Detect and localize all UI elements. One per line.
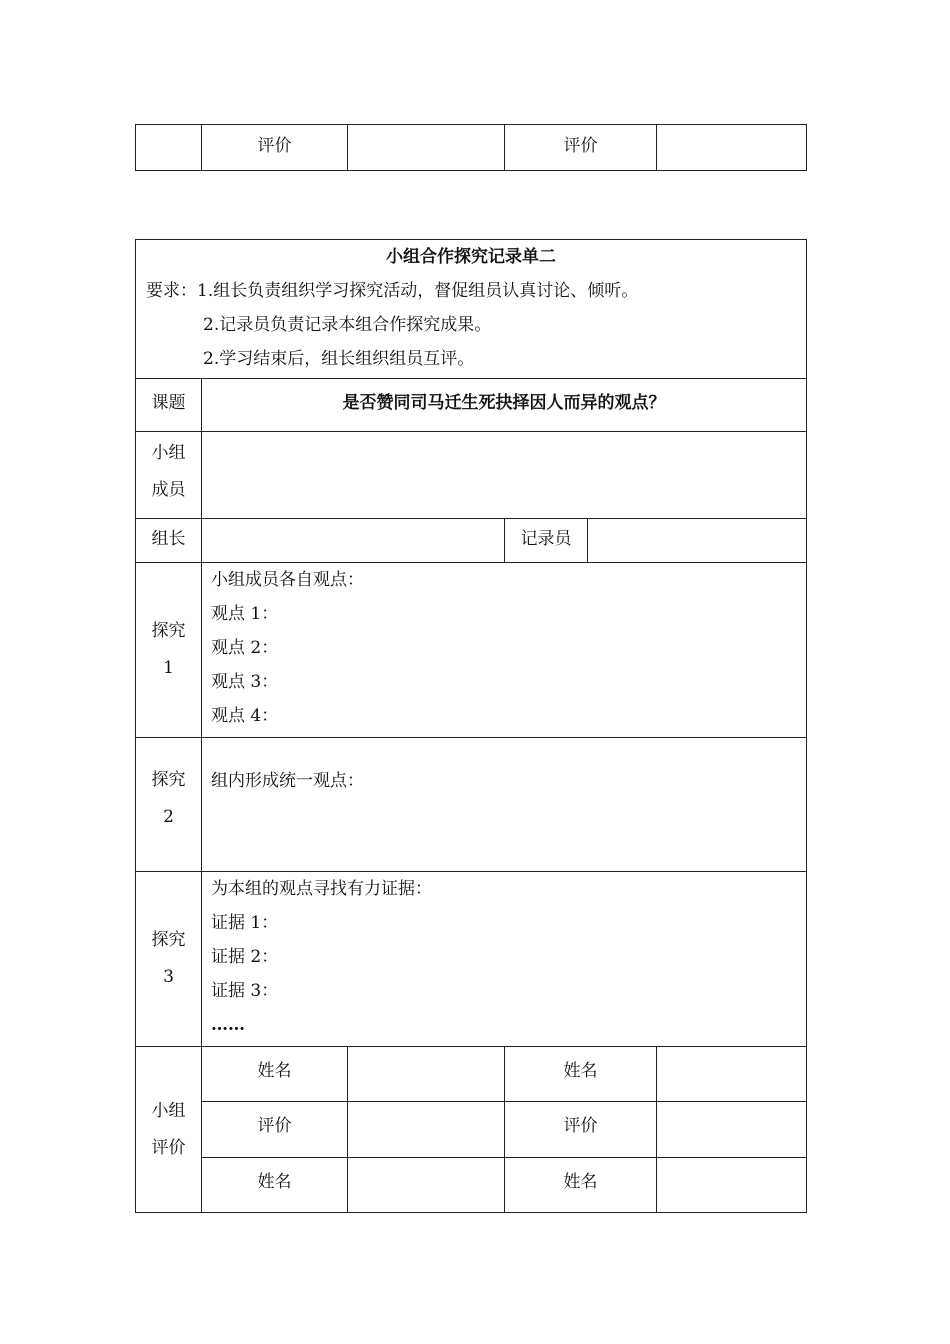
inquiry3-line: 为本组的观点寻找有力证据：	[211, 879, 432, 899]
inquiry2-line: 组内形成统一观点：	[211, 771, 364, 791]
eval-value-cell[interactable]	[348, 125, 505, 171]
record-sheet-table	[135, 239, 807, 1213]
eval-label: 评价	[505, 125, 657, 171]
header-cell	[136, 240, 807, 379]
members-label: 小组 成员	[136, 432, 202, 519]
leader-input-cell[interactable]	[202, 519, 505, 563]
name-label: 姓名	[505, 1047, 657, 1102]
inquiry3-line: 证据 1：	[211, 913, 279, 933]
recorder-label: 记录员	[505, 519, 588, 563]
leader-label: 组长	[136, 519, 202, 563]
inquiry1-line: 观点 1：	[211, 604, 279, 624]
name-label: 姓名	[202, 1047, 348, 1102]
requirements-label: 要求：	[146, 281, 197, 301]
inquiry1-line: 观点 2：	[211, 638, 279, 658]
name-label: 姓名	[202, 1158, 348, 1213]
topic-label: 课题	[136, 379, 202, 432]
requirement-line: 要求：1.组长负责组织学习探究活动，督促组员认真讨论、倾听。	[146, 281, 639, 301]
members-input-cell[interactable]	[202, 432, 807, 519]
inquiry1-line: 观点 3：	[211, 672, 279, 692]
recorder-input-cell[interactable]	[588, 519, 807, 563]
inquiry3-line: 证据 3：	[211, 981, 279, 1001]
inquiry3-line: ……	[211, 1015, 245, 1035]
blank-cell	[136, 125, 202, 171]
inquiry1-line: 观点 4：	[211, 706, 279, 726]
requirement-line: 2.记录员负责记录本组合作探究成果。	[203, 315, 492, 335]
inquiry2-content[interactable]	[202, 738, 807, 872]
requirement-line: 2.学习结束后，组长组织组员互评。	[203, 349, 475, 369]
inquiry3-content[interactable]	[202, 872, 807, 1047]
inquiry1-content[interactable]	[202, 563, 807, 738]
inquiry1-line: 小组成员各自观点：	[211, 570, 364, 590]
name-input-cell[interactable]	[657, 1047, 807, 1102]
group-eval-label: 小组 评价	[136, 1047, 202, 1213]
inquiry2-label: 探究 2	[136, 738, 202, 872]
name-input-cell[interactable]	[348, 1047, 505, 1102]
topic-text: 是否赞同司马迁生死抉择因人而异的观点？	[202, 379, 807, 432]
eval-label: 评价	[202, 1102, 348, 1158]
eval-value-cell[interactable]	[657, 125, 807, 171]
eval-label: 评价	[202, 125, 348, 171]
eval-input-cell[interactable]	[657, 1102, 807, 1158]
name-input-cell[interactable]	[657, 1158, 807, 1213]
inquiry1-label: 探究 1	[136, 563, 202, 738]
top-evaluation-table	[135, 124, 807, 171]
inquiry3-line: 证据 2：	[211, 947, 279, 967]
name-label: 姓名	[505, 1158, 657, 1213]
inquiry3-label: 探究 3	[136, 872, 202, 1047]
eval-input-cell[interactable]	[348, 1102, 505, 1158]
name-input-cell[interactable]	[348, 1158, 505, 1213]
eval-label: 评价	[505, 1102, 657, 1158]
sheet-title: 小组合作探究记录单二	[386, 247, 557, 267]
